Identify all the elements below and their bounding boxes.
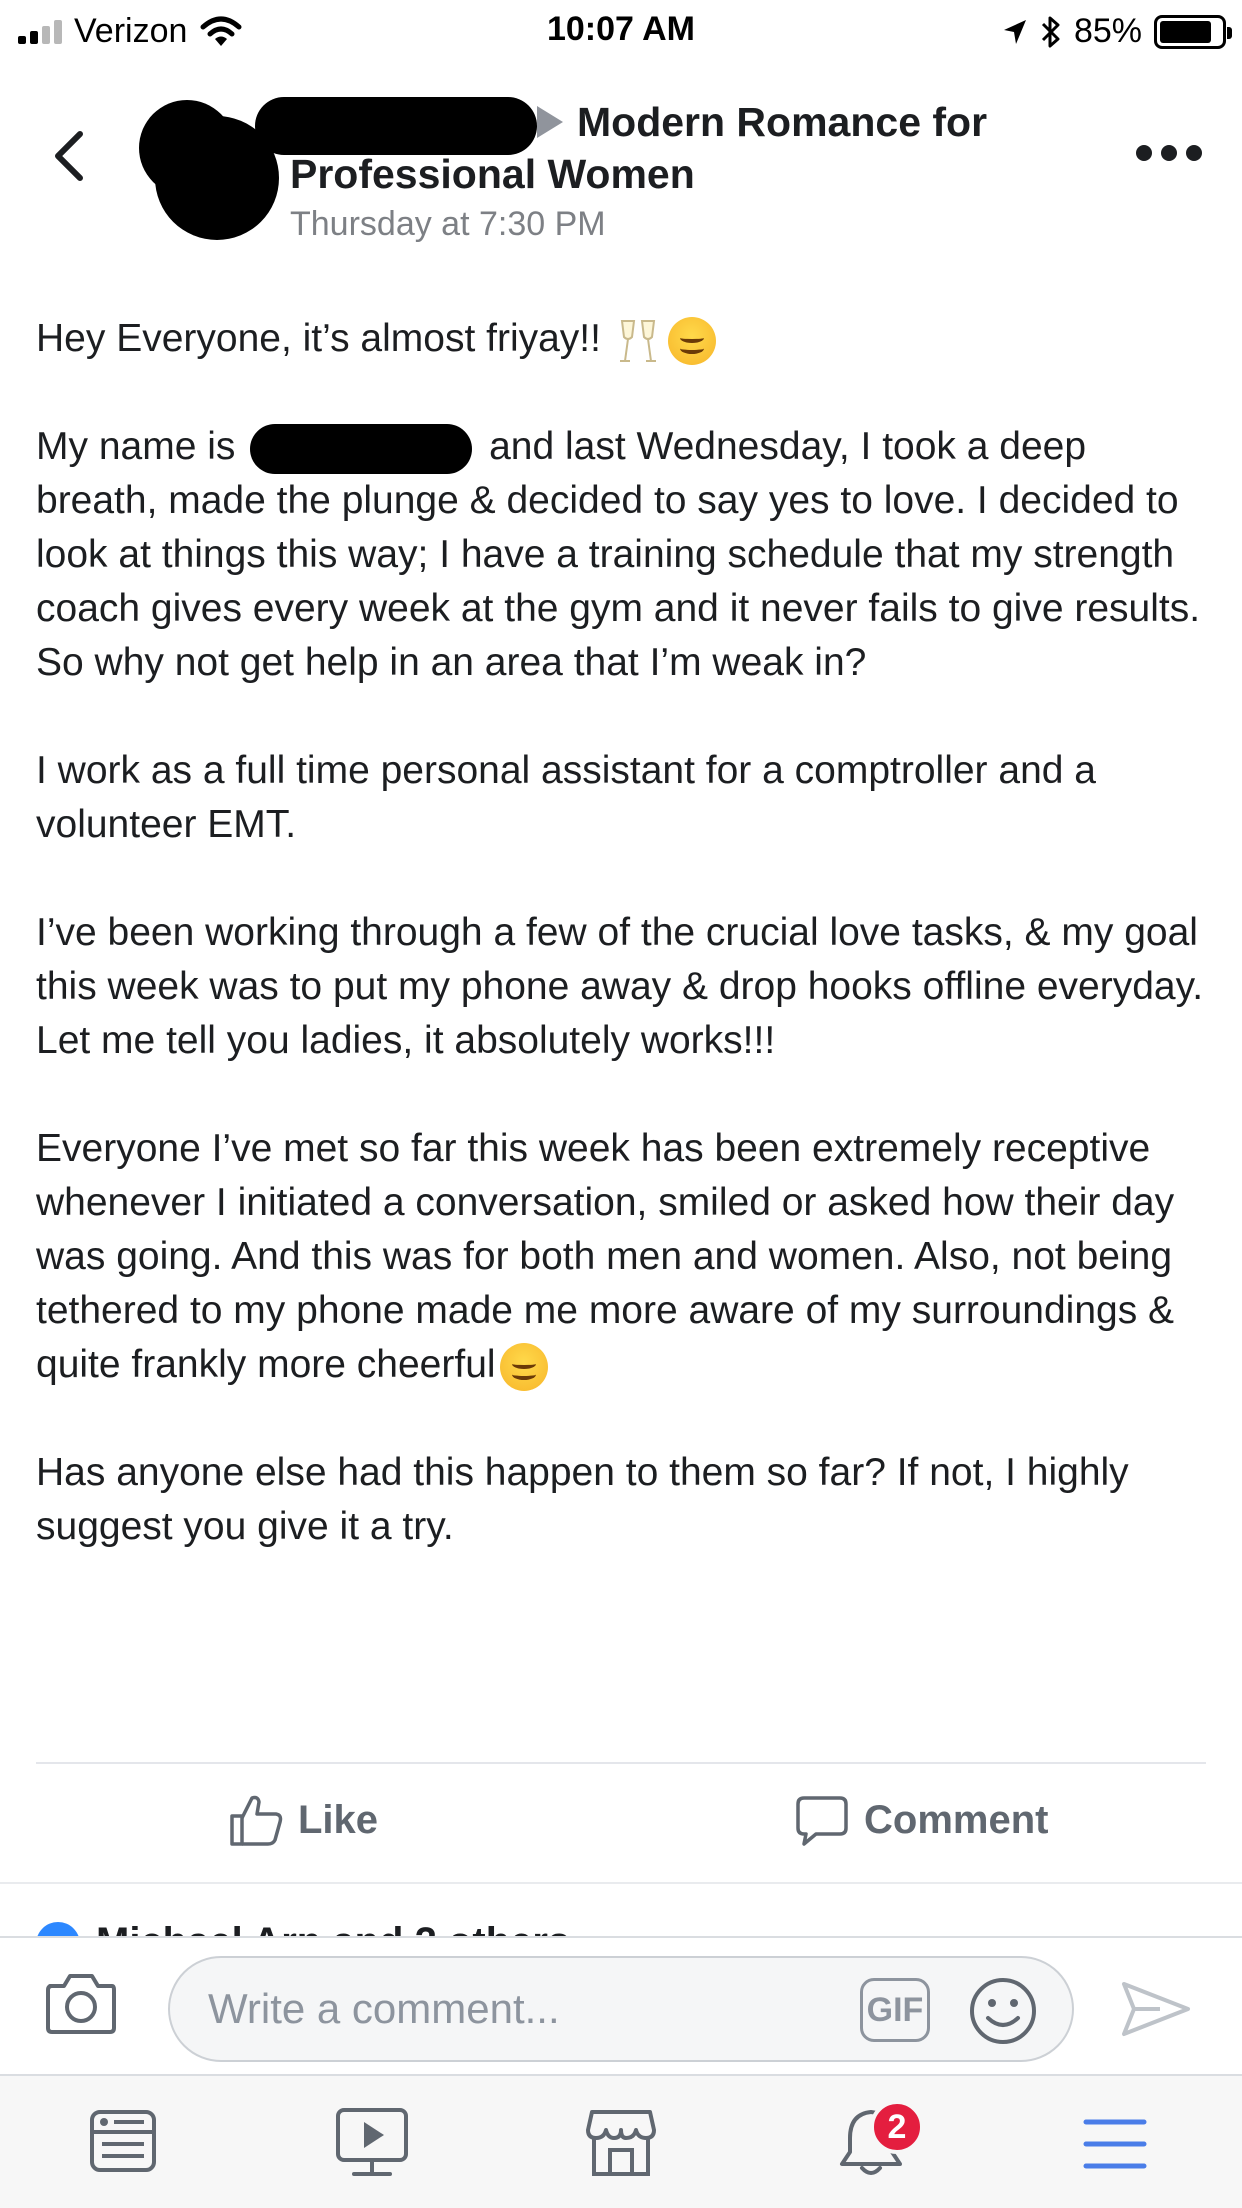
bluetooth-icon bbox=[1040, 15, 1062, 49]
post-paragraph-5 bbox=[36, 1122, 1216, 1392]
post-body bbox=[36, 312, 1216, 1554]
more-options-icon[interactable] bbox=[1136, 145, 1202, 161]
post-text: Everyone I’ve met so far this week has been extremely receptive whenever I initiated a conversation, smiled or asked how their day was going. And this was for both men and women. Also, not being tethered to my phone made me more aware of my surroundings & quite frankly more cheerful bbox=[36, 1127, 1175, 1386]
smiling-face-icon bbox=[500, 1343, 548, 1391]
video-play-icon[interactable] bbox=[334, 2106, 410, 2180]
post-paragraph-2 bbox=[36, 420, 1216, 690]
back-chevron-icon[interactable] bbox=[50, 130, 86, 182]
carrier-name: Verizon bbox=[74, 12, 188, 50]
like-label: Like bbox=[298, 1797, 379, 1842]
comment-label: Comment bbox=[864, 1797, 1049, 1842]
post-paragraph-1 bbox=[36, 312, 1216, 366]
post-paragraph-4b: Let me tell you ladies, it absolutely works!!! bbox=[36, 1019, 776, 1062]
status-time: 10:07 AM bbox=[546, 10, 696, 48]
battery-percent: 85% bbox=[1073, 12, 1142, 50]
smiley-icon[interactable] bbox=[968, 1976, 1038, 2046]
comment-input[interactable] bbox=[168, 1956, 1074, 2062]
divider bbox=[0, 1882, 1242, 1884]
post-text: My name is bbox=[36, 425, 236, 468]
bottom-navigation bbox=[0, 2074, 1242, 2208]
notifications-badge: 2 bbox=[870, 2100, 924, 2154]
like-button[interactable] bbox=[228, 1792, 378, 1848]
smiling-face-icon bbox=[668, 317, 716, 365]
marketplace-icon[interactable] bbox=[584, 2106, 658, 2180]
post-paragraph-4a: I’ve been working through a few of the crucial love tasks, & my goal this week was to put my phone away & drop hooks offline everyday. bbox=[36, 911, 1204, 1008]
battery-level bbox=[1160, 21, 1211, 43]
location-arrow-icon bbox=[1002, 18, 1028, 46]
news-feed-icon[interactable] bbox=[88, 2106, 158, 2176]
speech-bubble-icon bbox=[794, 1792, 850, 1848]
hamburger-menu-icon[interactable] bbox=[1082, 2116, 1148, 2172]
thumbs-up-icon bbox=[228, 1792, 284, 1848]
post-timestamp[interactable]: Thursday at 7:30 PM bbox=[290, 205, 606, 243]
status-right bbox=[1002, 12, 1226, 51]
group-name-link[interactable]: Modern Romance for Professional Women bbox=[290, 99, 988, 197]
comment-composer bbox=[0, 1936, 1242, 2074]
champagne-cheers-icon bbox=[616, 317, 660, 365]
post-actions bbox=[0, 1764, 1242, 1882]
post-text: and last Wednesday, I took a deep breath, made the plunge & decided to say yes to love. I decided to look at things this way; I have a training schedule that my strength coach gives every week at the gym and it never fails to give results. So why not get help in an area that I’m weak in? bbox=[36, 425, 1201, 684]
status-bar bbox=[0, 0, 1242, 60]
reactions-summary[interactable] bbox=[36, 1914, 636, 1938]
post-text: Hey Everyone, it’s almost friyay!! bbox=[36, 317, 601, 360]
post-paragraph-3: I work as a full time personal assistant for a comptroller and a volunteer EMT. bbox=[36, 749, 1096, 846]
post-paragraph-6: Has anyone else had this happen to them so far? If not, I highly suggest you give it a try. bbox=[36, 1451, 1129, 1548]
gif-button[interactable]: GIF bbox=[860, 1978, 930, 2042]
comment-button[interactable] bbox=[794, 1792, 1048, 1848]
author-name-redacted-inline bbox=[250, 424, 472, 474]
send-icon[interactable] bbox=[1120, 1978, 1192, 2040]
camera-icon[interactable] bbox=[44, 1968, 118, 2036]
battery-icon bbox=[1154, 15, 1226, 49]
